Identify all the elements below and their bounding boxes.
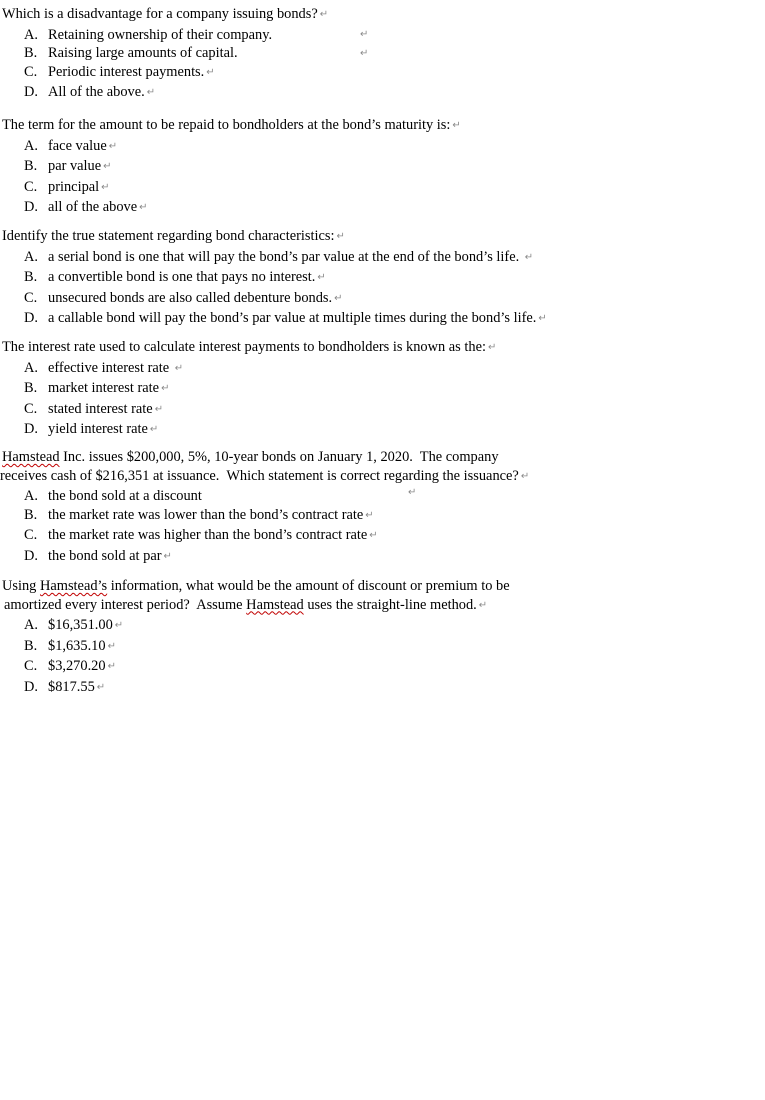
question-4-options — [2, 359, 742, 441]
question-5-options — [2, 487, 742, 567]
paragraph-mark-icon: ↵ — [161, 383, 170, 394]
question-2-options — [2, 137, 742, 219]
paragraph-mark-icon: ↵ — [317, 272, 326, 283]
question-6-stem-line-2: amortized every interest period? Assume Hamstead uses the straight-line method. ↵ — [4, 596, 488, 613]
option-c: C. Periodic interest payments. ↵ — [24, 63, 215, 80]
question-5 — [2, 448, 742, 567]
option-d: D. all of the above ↵ — [24, 199, 148, 215]
paragraph-mark-icon: ↵ — [365, 509, 374, 521]
paragraph-mark-icon: ↵ — [107, 640, 116, 652]
paragraph-mark-icon: ↵ — [478, 599, 488, 611]
option-a: A. Retaining ownership of their company. — [24, 26, 273, 43]
question-6 — [2, 577, 742, 698]
option-b: B. the market rate was lower than the bond’s contract rate ↵ — [24, 506, 374, 523]
paragraph-mark-icon: ↵ — [101, 181, 110, 193]
option-a: A. face value ↵ — [24, 137, 118, 154]
paragraph-mark-icon: ↵ — [452, 120, 461, 131]
option-c: C. the market rate was higher than the bond’s contract rate ↵ — [24, 527, 378, 543]
paragraph-mark-icon: ↵ — [163, 550, 172, 562]
option-c: C. $3,270.20 ↵ — [24, 658, 116, 674]
paragraph-mark-icon: ↵ — [319, 9, 329, 20]
option-b: B. $1,635.10 ↵ — [24, 637, 116, 654]
paragraph-mark-icon: ↵ — [114, 620, 124, 631]
paragraph-mark-icon: ↵ — [96, 681, 106, 693]
paragraph-mark-icon: ↵ — [174, 362, 184, 374]
paragraph-mark-icon: ↵ — [139, 202, 148, 213]
paragraph-mark-icon: ↵ — [538, 313, 547, 324]
option-a: A. effective interest rate ↵ — [24, 359, 184, 376]
question-3 — [2, 227, 742, 330]
option-b: B. Raising large amounts of capital. — [24, 45, 238, 61]
paragraph-mark-icon: ↵ — [369, 530, 378, 541]
option-a: A. the bond sold at a discount — [24, 488, 202, 504]
option-a: A. a serial bond is one that will pay the bond’s par value at the end of the bond’s life. ↵ — [24, 248, 534, 265]
paragraph-mark-icon: ↵ — [334, 292, 343, 304]
question-4 — [2, 338, 742, 441]
option-c: C. unsecured bonds are also called debenture bonds. ↵ — [24, 289, 343, 306]
option-d: D. the bond sold at par ↵ — [24, 547, 172, 564]
question-1-options — [2, 26, 742, 104]
paragraph-mark-icon: ↵ — [146, 87, 156, 98]
paragraph-mark-icon: ↵ — [360, 48, 369, 59]
option-d: D. All of the above. ↵ — [24, 84, 156, 100]
paragraph-mark-icon: ↵ — [360, 29, 369, 40]
question-1 — [2, 5, 742, 104]
question-3-stem: Identify the true statement regarding bond characteristics: ↵ — [2, 228, 345, 244]
paragraph-mark-icon: ↵ — [336, 231, 345, 242]
question-6-stem: Using Hamstead’s information, what would be the amount of discount or premium to be — [2, 578, 510, 594]
question-1-stem: Which is a disadvantage for a company issuing bonds? ↵ — [2, 6, 329, 22]
question-6-options — [2, 616, 742, 698]
option-b: B. a convertible bond is one that pays no interest. ↵ — [24, 269, 326, 285]
question-4-stem: The interest rate used to calculate interest payments to bondholders is known as the: ↵ — [2, 339, 497, 355]
option-c: C. stated interest rate ↵ — [24, 400, 164, 417]
option-c: C. principal ↵ — [24, 178, 110, 195]
question-2-stem: The term for the amount to be repaid to bondholders at the bond’s maturity is: ↵ — [2, 117, 461, 133]
question-5-stem-line-2: receives cash of $216,351 at issuance. Which statement is correct regarding the issuance? ↵ — [0, 467, 530, 484]
paragraph-mark-icon: ↵ — [108, 140, 118, 152]
option-b: B. market interest rate ↵ — [24, 380, 170, 396]
paragraph-mark-icon: ↵ — [524, 251, 534, 263]
paragraph-mark-icon: ↵ — [408, 487, 417, 498]
paragraph-mark-icon: ↵ — [107, 661, 116, 672]
option-d: D. yield interest rate ↵ — [24, 421, 159, 437]
question-3-options — [2, 248, 742, 330]
paragraph-mark-icon: ↵ — [520, 470, 530, 482]
option-d: D. $817.55 ↵ — [24, 678, 106, 695]
option-a: A. $16,351.00 ↵ — [24, 617, 124, 633]
paragraph-mark-icon: ↵ — [487, 342, 497, 353]
spellcheck-word: Hamstead — [2, 449, 60, 465]
question-2 — [2, 116, 742, 219]
spellcheck-word: Hamstead’s — [39, 578, 108, 594]
paragraph-mark-icon: ↵ — [206, 66, 215, 78]
question-5-stem: Hamstead Inc. issues $200,000, 5%, 10-year bonds on January 1, 2020. The company — [2, 449, 499, 465]
spellcheck-word: Hamstead — [246, 596, 304, 613]
paragraph-mark-icon: ↵ — [149, 424, 159, 435]
paragraph-mark-icon: ↵ — [103, 161, 112, 172]
option-d: D. a callable bond will pay the bond’s par value at multiple times during the bond’s life. ↵ — [24, 310, 547, 326]
paragraph-mark-icon: ↵ — [154, 403, 164, 415]
option-b: B. par value ↵ — [24, 158, 112, 174]
